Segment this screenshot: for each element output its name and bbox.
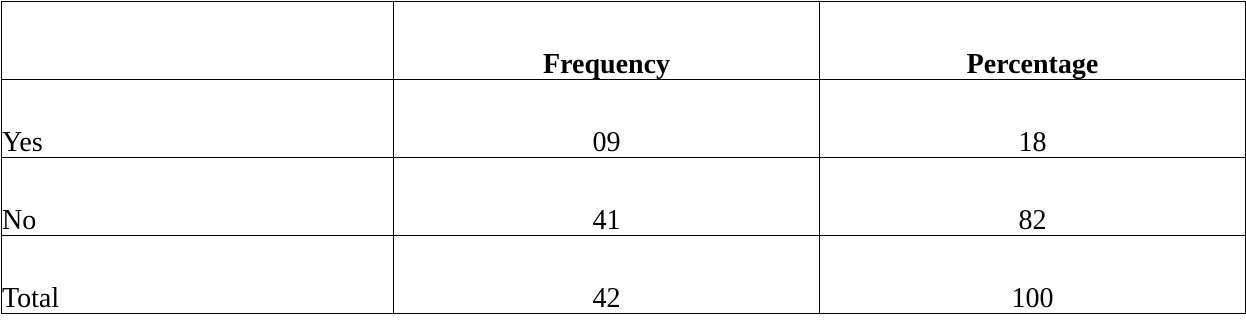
row-label-no: No	[2, 158, 394, 236]
cell-frequency-yes: 09	[394, 80, 820, 158]
table-row	[2, 158, 1246, 236]
cell-percentage-yes: 18	[820, 80, 1246, 158]
table-row	[2, 236, 1246, 314]
header-percentage: Percentage	[820, 2, 1246, 80]
cell-percentage-total: 100	[820, 236, 1246, 314]
header-empty-cell	[2, 2, 394, 80]
row-label-yes: Yes	[2, 80, 394, 158]
frequency-table	[1, 1, 1246, 314]
table-row	[2, 80, 1246, 158]
table-header-row	[2, 2, 1246, 80]
header-frequency: Frequency	[394, 2, 820, 80]
row-label-total: Total	[2, 236, 394, 314]
cell-frequency-total: 42	[394, 236, 820, 314]
cell-frequency-no: 41	[394, 158, 820, 236]
cell-percentage-no: 82	[820, 158, 1246, 236]
